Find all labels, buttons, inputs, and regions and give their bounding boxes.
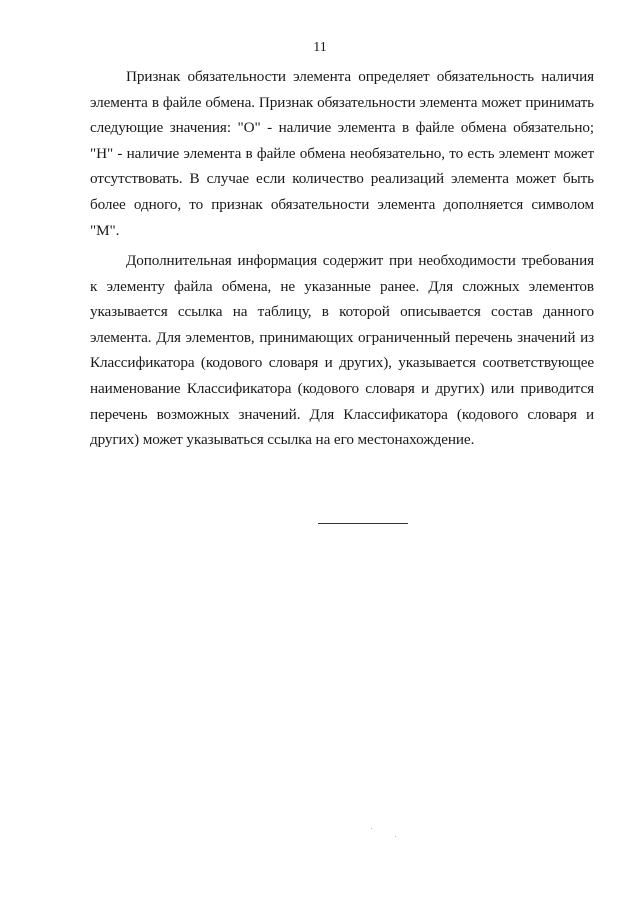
paragraph-additional-info: Дополнительная информация содержит при необходимости требования к элементу файла обмена, не указанные ранее. Для сложных элементов указывается ссылка на таблицу, в которой описывается состав данного элемента. Для элементов, принимающих ограниченный перечень значений из Классификатора (кодового словаря и других), указывается соответствующее наименование Классификатора (кодового словаря и других) или приводится перечень возможных значений. Для Классификатора (кодового словаря и других) может указываться ссылка на его местонахождение. — [90, 252, 594, 449]
scan-speck — [395, 836, 396, 837]
scan-speck — [371, 828, 372, 829]
paragraph-mandatory-flag: Признак обязательности элемента определяет обязательность наличия элемента в файле обмена. Признак обязательности элемента может принимать следующие значения: "О" - наличие элемента в файле обмена обязательно; "Н" - наличие элемента в файле обмена необязательно, то есть элемент может отсутствовать. В случае если количество реализаций элемента может быть более одного, то признак обязательности элемента дополняется символом "М". — [90, 68, 594, 239]
page-number: 11 — [313, 40, 327, 55]
end-divider-line — [318, 523, 408, 524]
